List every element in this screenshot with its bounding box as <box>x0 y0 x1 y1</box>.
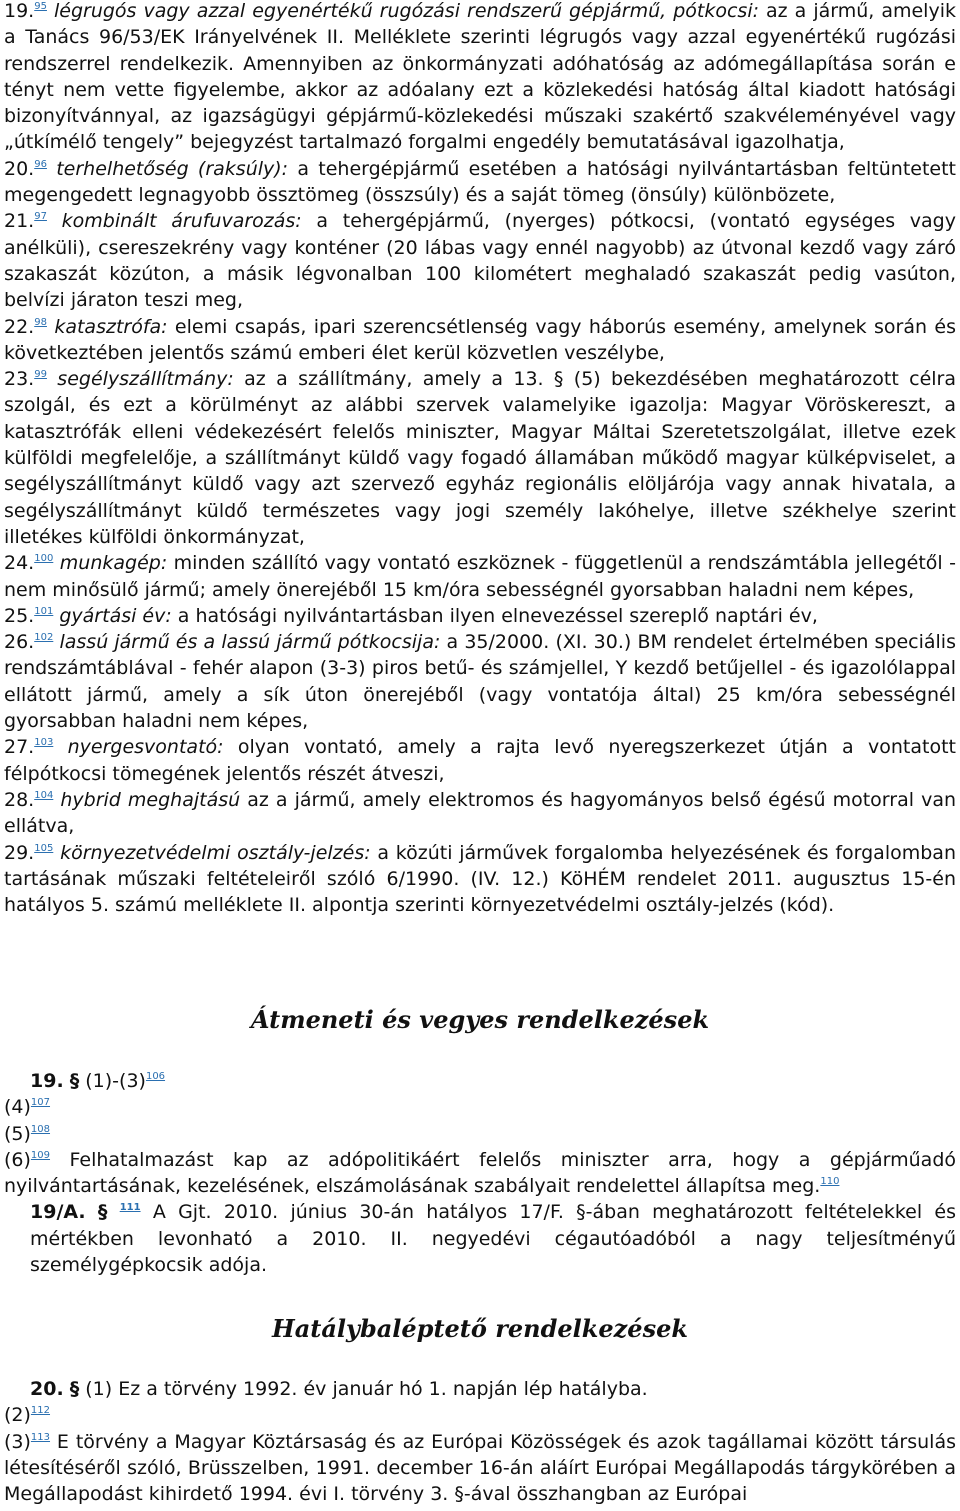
definitions-list <box>4 0 956 918</box>
footnote-link[interactable]: 105 <box>34 842 54 854</box>
footnote-link[interactable]: 113 <box>30 1431 51 1443</box>
section-19-par-1-3: 19. § $(1)-(3)^{106}$ <box>30 1070 166 1092</box>
section-20-par-2: $(2)^{112}$ <box>4 1404 51 1427</box>
definition-term: kombinált árufuvarozás: <box>61 210 302 233</box>
footnote-link[interactable]: 108 <box>30 1123 51 1135</box>
footnote-link[interactable]: 109 <box>30 1149 51 1161</box>
definition-term: lassú jármű és a lassú jármű pótkocsija: <box>59 631 441 654</box>
definition-25: 25.$^{101}$ gyártási év: a hatósági nyilvántartásban ilyen elnevezéssel szereplő naptári év, <box>4 604 818 627</box>
definition-22: 22.98 katasztrófa: elemi csapás, ipari szerencsétlenség vagy háborús esemény, amelynek során és következtében jelentős számú emberi élet kerül közvetlen veszélybe, <box>4 315 956 364</box>
section-20-par-3: $(3)^{113}$ E törvény a Magyar Köztársaság és az Európai Közösségek és azok tagállamai között társulás létesítéséről szóló, Brüsszelben, 1991. december 16-án aláírt Európai Megállapodás tárgykörében a Megállapodást kihirdető 1994. évi I. törvény 3. §-ával összhangban az Európai <box>4 1430 956 1506</box>
definition-21: 21.97 kombinált árufuvarozás: a tehergépjármű, (nyerges) pótkocsi, (vontató egységes vagy anélküli), csereszekrény vagy konténer (20 lábas vagy ennél nagyobb) az útvonal kezdő vagy záró szakaszát közúton, a másik légvonalban 100 kilométert meghaladó szakaszát pedig vasúton, belvízi járaton teszi meg, <box>4 210 956 312</box>
definition-19: 19.95 légrugós vagy azzal egyenértékű rugózási rendszerű gépjármű, pótkocsi: az a jármű, amelyik a Tanács 96/53/EK Irányelvének II. Melléklete szerinti légrugós vagy azzal egyenértékű rugózási rendszerrel rendelkezik. Amennyiben az önkormányzati adóhatóság az adómegállapítása során e tényt nem vette figyelembe, akkor az adóalany ezt a közlekedési hatóság által kiadott hatósági bizonyítvánnyal, az igazságügyi gépjármű-közlekedési műszaki szakértő szakvéleményével vagy „útkímélő tengely” bejegyzést tartalmazó forgalmi engedély bemutatásával igazolhatja, <box>4 0 956 154</box>
footnote-link[interactable]: 99 <box>34 369 47 381</box>
section-number: 20. <box>30 1378 64 1400</box>
definition-term: környezetvédelmi osztály-jelzés: <box>60 841 371 864</box>
footnote-link[interactable]: 110 <box>820 1176 840 1188</box>
footnote-link[interactable]: 100 <box>34 553 54 565</box>
section-20-par-1: 20. § (1) Ez a törvény 1992. év január hó 1. napján lép hatályba. <box>30 1378 648 1400</box>
footnote-link[interactable]: 101 <box>34 605 54 617</box>
footnote-link[interactable]: 95 <box>34 1 47 12</box>
footnote-link[interactable]: 103 <box>34 737 54 749</box>
footnote-link[interactable]: 107 <box>30 1097 51 1109</box>
definition-26: 26.$^{102}$ lassú jármű és a lassú jármű pótkocsija: a 35/2000. (XI. 30.) BM rendelet értelmében speciális rendszámtáblával - fehér alapon (3-3) piros betű- és számjellel, Y kezdő betűjellel - és igazolólappal ellátott jármű, amely a sík úton önerejéből (vagy vontatója által) 25 km/óra sebességnél gyorsabban haladni nem képes, <box>4 631 956 733</box>
definition-23: 23.99 segélyszállítmány: az a szállítmány, amely a 13. § (5) bekezdésében meghatározott célra szolgál, és ezt a körülményt az alábbi szervek valamelyike igazolja: Magyar Vöröskereszt, a katasztrófák elleni védekezésért felelős miniszter, Magyar Máltai Szeretetszolgálat, illetve ezek külföldi megfelelője, a szállítmányt küldő vagy fogadó államában működő magyar külképviselet, a segélyszállítmányt küldő vagy azt szervező egyház regionális elöljárója vagy annak hivatala, a segélyszállítmányt küldő természetes vagy jogi személy lakóhelye, illetve székhelye szerint illetékes külföldi önkormányzat, <box>4 368 956 548</box>
definition-29: 29.$^{105}$ környezetvédelmi osztály-jelzés: a közúti járművek forgalomba helyezésének és forgalomban tartásának műszaki feltételeiről szóló 6/1990. (IV. 12.) KöHÉM rendelet 2011. augusztus 15-én hatályos 5. számú melléklete II. alpontja szerinti környezetvédelmi osztály-jelzés (kód). <box>4 841 956 917</box>
definition-24: 24.$^{100}$ munkagép: minden szállító vagy vontató eszköznek - függetlenül a rendszámtábla jellegétől - nem minősülő jármű; amely önerejéből 15 km/óra sebességnél gyorsabban haladni nem képes, <box>4 552 956 601</box>
definition-28: 28.$^{104}$ hybrid meghajtású az a jármű, amely elektromos és hagyományos belső égésű motorral van ellátva, <box>4 788 956 838</box>
section-19-par-5: $(5)^{108}$ <box>4 1122 51 1145</box>
footnote-link[interactable]: 98 <box>34 316 47 328</box>
footnote-link[interactable]: 104 <box>34 789 54 801</box>
section-20 <box>4 1376 956 1507</box>
definition-27: 27.$^{103}$ nyergesvontató: olyan vontató, amely a rajta levő nyeregszerkezet útján a vontatott félpótkocsi tömegének jelentős részét átveszi, <box>4 736 956 785</box>
footnote-link[interactable]: 111 <box>119 1202 141 1214</box>
footnote-link[interactable]: 112 <box>30 1405 51 1417</box>
section-19a: 19/A. § $^{111}$ A Gjt. 2010. június 30-án hatályos 17/F. §-ában meghatározott feltételekkel és mértékben levonható a 2010. II. negyedévi cégautóadóból a nagy teljesítményű személygépkocsik adója. <box>30 1201 956 1277</box>
definition-term: terhelhetőség (raksúly): <box>56 157 289 180</box>
footnote-link[interactable]: 96 <box>34 158 47 170</box>
section-number: 19/A. <box>30 1201 86 1224</box>
definition-20: 20.96 terhelhetőség (raksúly): a tehergépjármű esetében a hatósági nyilvántartásban feltüntetett megengedett legnagyobb össztömeg (összsúly) és a saját tömeg (önsúly) különbözete, <box>4 157 956 207</box>
definition-term: segélyszállítmány: <box>57 368 234 391</box>
section-number: 19. <box>30 1070 64 1092</box>
footnote-link[interactable]: 102 <box>34 632 54 644</box>
section-19-par-6: $(6)^{109}$ Felhatalmazást kap az adópolitikáért felelős miniszter arra, hogy a gépjárműadó nyilvántartásának, kezelésének, elszámolásának szabályait rendelettel állapítsa meg.$^{110}$ <box>4 1148 956 1198</box>
definition-term: gyártási év: <box>59 604 172 627</box>
section-19-par-4: $(4)^{107}$ <box>4 1096 51 1119</box>
section-19 <box>4 1068 956 1278</box>
definition-term: katasztrófa: <box>54 315 168 338</box>
definition-term: munkagép: <box>59 552 168 575</box>
section-heading-effect: Hatálybaléptető rendelkezések <box>272 1314 688 1343</box>
footnote-link[interactable]: 106 <box>145 1071 166 1082</box>
definition-term: hybrid meghajtású <box>60 788 241 811</box>
section-heading-transitional: Átmeneti és vegyes rendelkezések <box>250 1005 710 1034</box>
definition-term: nyergesvontató: <box>67 736 224 759</box>
footnote-link[interactable]: 97 <box>34 211 47 223</box>
definition-term: légrugós vagy azzal egyenértékű rugózási rendszerű gépjármű, pótkocsi: <box>53 0 759 22</box>
